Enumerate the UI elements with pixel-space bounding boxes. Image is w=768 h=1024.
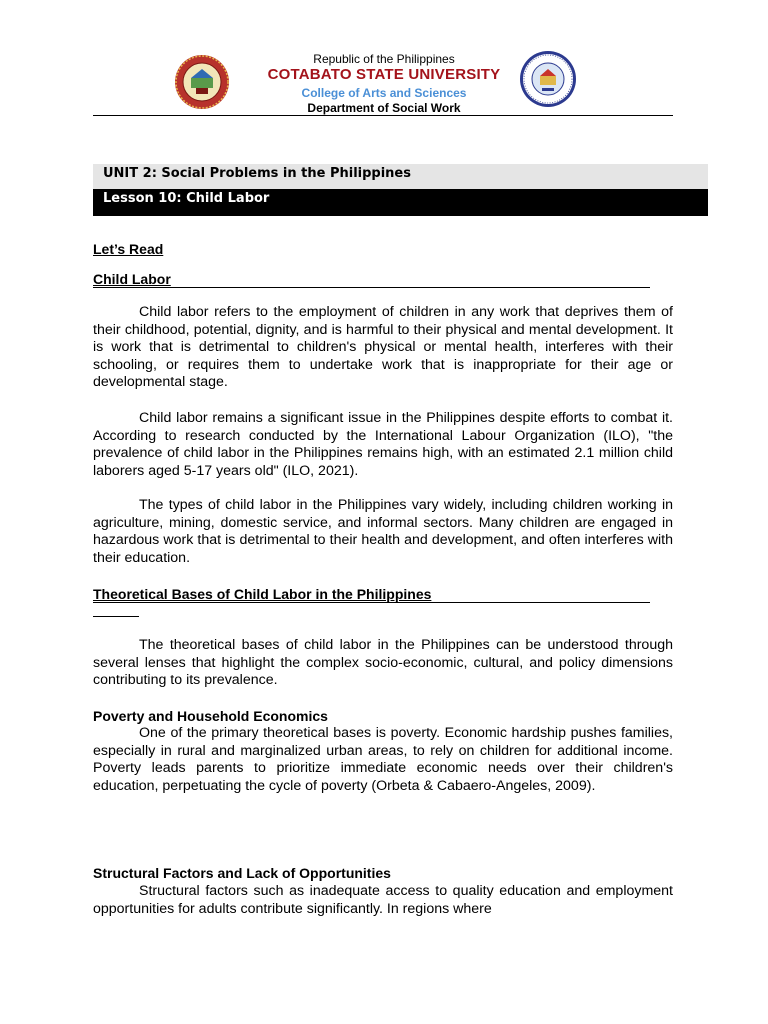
- paragraph-prevalence: Child labor remains a significant issue in the Philippines despite efforts to combat it. According to research conducted by the International Labour Organization (ILO), "the prevalence of child labor in the Philippines remains high, with an estimated 2.1 million child laborers aged 5-17 years old" (ILO, 2021).: [93, 410, 673, 479]
- poverty-subheading: Poverty and Household Economics: [93, 708, 328, 724]
- unit-title-bar: UNIT 2: Social Problems in the Philippines: [93, 164, 708, 189]
- heading-continuation-line: [93, 616, 139, 617]
- lets-read-heading: Let’s Read: [93, 241, 164, 257]
- republic-line: Republic of the Philippines: [313, 52, 455, 66]
- header-divider: [93, 115, 673, 116]
- paragraph-types: The types of child labor in the Philippines vary widely, including children working in agriculture, mining, domestic service, and informal sectors. Many children are engaged in hazardous work that is detrimental to their health and development, and often interferes with their education.: [93, 497, 673, 566]
- theoretical-bases-heading-text: Theoretical Bases of Child Labor in the Philippines: [93, 586, 432, 602]
- university-name: COTABATO STATE UNIVERSITY: [267, 66, 501, 83]
- paragraph-poverty: One of the primary theoretical bases is poverty. Economic hardship pushes families, especially in rural and marginalized urban areas, to rely on children for additional income. Poverty leads parents to prioritize immediate economic needs over their children's education, perpetuating the cycle of poverty (Orbeta & Cabaero-Angeles, 2009).: [93, 725, 673, 794]
- theoretical-bases-heading: [93, 586, 650, 603]
- structural-factors-subheading: Structural Factors and Lack of Opportunities: [93, 865, 391, 881]
- child-labor-heading-text: Child Labor: [93, 271, 171, 287]
- paragraph-structural: Structural factors such as inadequate access to quality education and employment opportunities for adults contribute significantly. In regions where: [93, 883, 673, 917]
- department-name: Department of Social Work: [307, 101, 461, 115]
- paragraph-definition: Child labor refers to the employment of children in any work that deprives them of their childhood, potential, dignity, and is harmful to their physical and mental development. It is work that is detrimental to children's physical or mental health, interferes with their schooling, or requires them to undertake work that is inappropriate for their age or developmental stage.: [93, 304, 673, 390]
- paragraph-theoretical-intro: The theoretical bases of child labor in the Philippines can be understood through several lenses that highlight the complex socio-economic, cultural, and policy dimensions contributing to its prevalence.: [93, 637, 673, 688]
- child-labor-heading: [93, 271, 650, 288]
- college-name: College of Arts and Sciences: [301, 86, 467, 100]
- lesson-title-bar: Lesson 10: Child Labor: [93, 189, 708, 216]
